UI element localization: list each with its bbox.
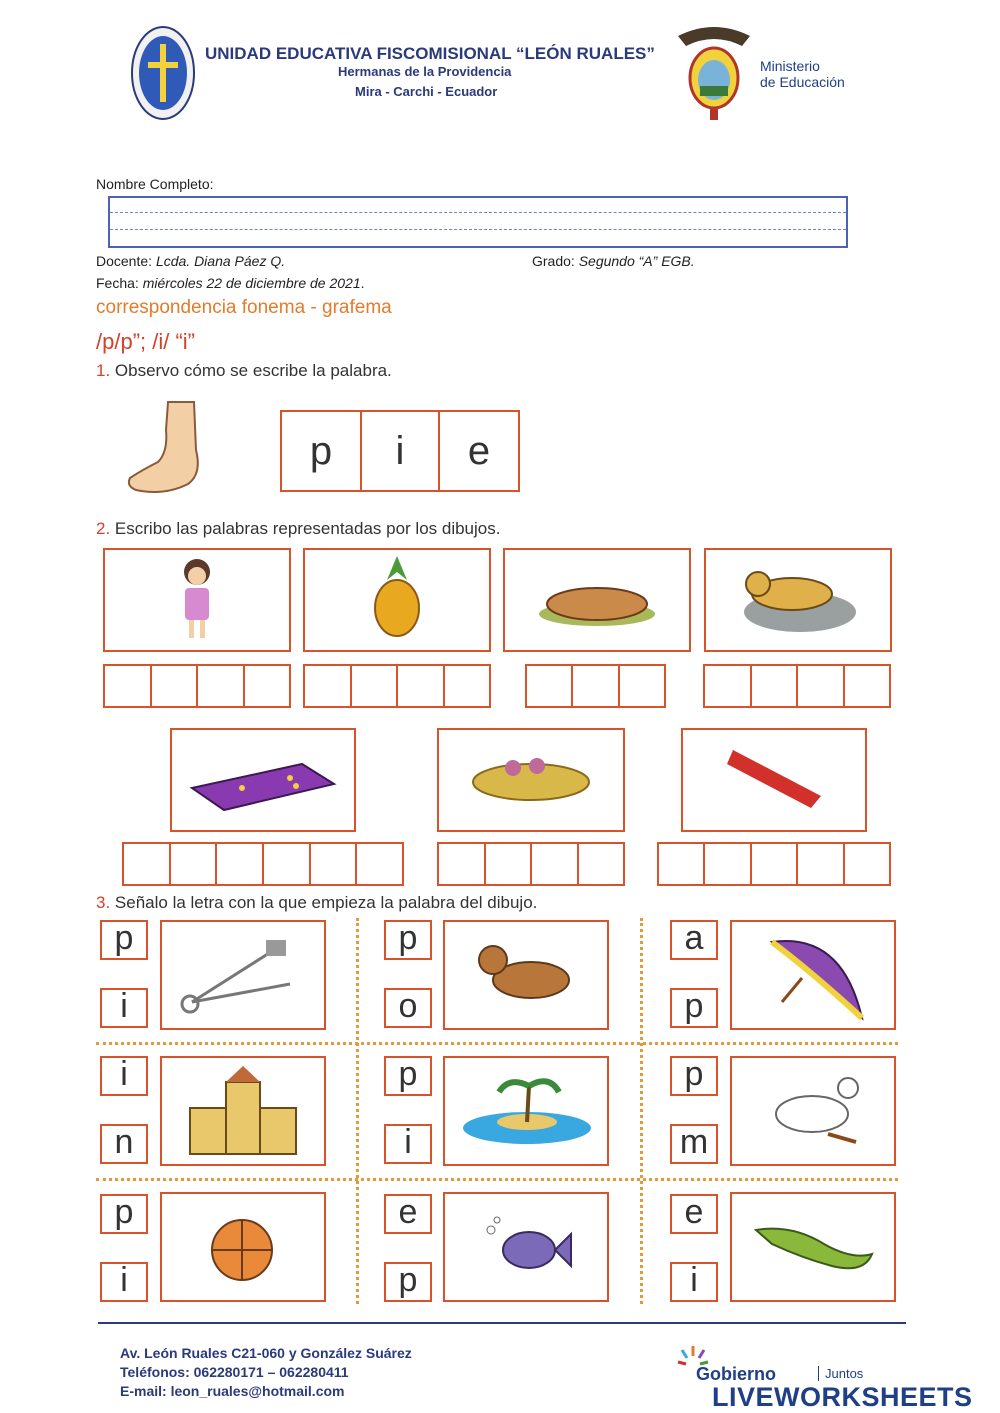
letter-cell[interactable] xyxy=(752,666,799,706)
picture-frame-dog xyxy=(443,920,609,1030)
footer-address: Av. León Ruales C21-060 y González Suárez xyxy=(120,1345,412,1361)
grade-label: Grado: xyxy=(532,253,575,269)
picture-frame-safety-pin xyxy=(160,920,326,1030)
letter-cell[interactable] xyxy=(171,844,218,884)
teacher-row xyxy=(96,253,285,269)
letter-cell[interactable] xyxy=(659,844,705,884)
comb-image xyxy=(683,730,865,830)
letter-cell[interactable] xyxy=(752,844,798,884)
letter-cell[interactable] xyxy=(445,666,490,706)
section-2-text: Escribo las palabras representadas por los dibujos. xyxy=(114,519,501,538)
section-3-text: Señalo la letra con la que empieza la palabra del dibujo. xyxy=(114,893,538,912)
letter-cell[interactable] xyxy=(198,666,245,706)
topic-title: correspondencia fonema - grafema xyxy=(96,297,392,318)
row-divider xyxy=(96,1178,898,1181)
iguana-image xyxy=(732,1194,894,1300)
section-3-number: 3. xyxy=(96,893,111,912)
ball-image xyxy=(162,1194,324,1300)
letter-cell[interactable] xyxy=(105,666,152,706)
umbrella-image xyxy=(732,922,894,1028)
letter-cell[interactable] xyxy=(352,666,399,706)
picture-frame-puma xyxy=(704,548,892,652)
letter-cells-bread xyxy=(525,664,666,708)
domino-image xyxy=(172,730,354,830)
letter-cell[interactable] xyxy=(311,844,358,884)
island-image xyxy=(445,1058,607,1164)
picture-frame-fish xyxy=(443,1192,609,1302)
date-value: miércoles 22 de diciembre de 2021 xyxy=(142,275,361,291)
ministry-line-1: Ministerio xyxy=(760,58,820,74)
name-writing-lines[interactable] xyxy=(108,196,848,248)
government-logo-text: Gobierno xyxy=(696,1364,776,1384)
letter-cell[interactable] xyxy=(845,666,890,706)
government-tagline: Juntos xyxy=(818,1366,863,1381)
letter-cell[interactable] xyxy=(845,844,889,884)
fish-image xyxy=(445,1194,607,1300)
letter-cell[interactable] xyxy=(705,844,751,884)
section-1-text: Observo cómo se escribe la palabra. xyxy=(114,361,392,380)
letter-cell[interactable] xyxy=(527,666,573,706)
school-crest-logo xyxy=(130,24,196,122)
ministry-line-2: de Educación xyxy=(760,74,845,90)
section-2-number: 2. xyxy=(96,519,111,538)
letter-option[interactable]: p xyxy=(384,920,432,960)
letter-cells-nest xyxy=(437,842,625,886)
letter-option[interactable]: p xyxy=(670,1056,718,1096)
date-label: Fecha: xyxy=(96,275,139,291)
picture-frame-ball xyxy=(160,1192,326,1302)
letter-option[interactable]: m xyxy=(670,1124,718,1164)
letter-cell[interactable] xyxy=(573,666,619,706)
section-1-number: 1. xyxy=(96,361,111,380)
picture-frame-church xyxy=(160,1056,326,1166)
picture-frame-pineapple xyxy=(303,548,491,652)
word-letter-box: i xyxy=(360,410,440,492)
nest-image xyxy=(439,730,623,830)
church-image xyxy=(162,1058,324,1164)
pineapple-image xyxy=(305,550,489,650)
letter-cell[interactable] xyxy=(357,844,402,884)
ministry-name xyxy=(760,58,845,90)
picture-frame-nest xyxy=(437,728,625,832)
topic-phonemes: /p/p”; /i/ “i” xyxy=(96,329,196,354)
word-letter-box: p xyxy=(280,410,362,492)
date-suffix: . xyxy=(360,275,365,291)
letter-cell[interactable] xyxy=(305,666,352,706)
letter-cell[interactable] xyxy=(152,666,199,706)
letter-option[interactable]: i xyxy=(100,988,148,1028)
congregation-name: Hermanas de la Providencia xyxy=(338,64,512,79)
letter-option[interactable]: i xyxy=(100,1056,148,1096)
grade-value: Segundo “A” EGB. xyxy=(578,253,695,269)
teacher-label: Docente: xyxy=(96,253,153,269)
safety-pin-image xyxy=(162,922,324,1028)
letter-cell[interactable] xyxy=(798,666,845,706)
letter-cells-puma xyxy=(703,664,891,708)
letter-option[interactable]: p xyxy=(670,988,718,1028)
letter-option[interactable]: p xyxy=(384,1262,432,1302)
picture-frame-comb xyxy=(681,728,867,832)
row-divider xyxy=(96,1042,898,1045)
letter-cell[interactable] xyxy=(264,844,311,884)
letter-cell[interactable] xyxy=(579,844,624,884)
picture-frame-dove xyxy=(730,1056,896,1166)
letter-cell[interactable] xyxy=(398,666,445,706)
writing-line xyxy=(110,229,846,230)
letter-cell[interactable] xyxy=(124,844,171,884)
footer-phones: Teléfonos: 062280171 – 062280411 xyxy=(120,1364,349,1380)
letter-option[interactable]: e xyxy=(384,1194,432,1234)
dog-image xyxy=(445,922,607,1028)
letter-option[interactable]: i xyxy=(100,1262,148,1302)
letter-cell[interactable] xyxy=(439,844,486,884)
school-location: Mira - Carchi - Ecuador xyxy=(355,84,498,99)
letter-option[interactable]: o xyxy=(384,988,432,1028)
letter-cell[interactable] xyxy=(217,844,264,884)
school-name: UNIDAD EDUCATIVA FISCOMISIONAL “LEÓN RUALES” xyxy=(205,44,655,63)
foot-image xyxy=(122,400,214,496)
letter-option[interactable]: n xyxy=(100,1124,148,1164)
teacher-value: Lcda. Diana Páez Q. xyxy=(155,253,286,269)
letter-cell[interactable] xyxy=(620,666,664,706)
picture-frame-umbrella xyxy=(730,920,896,1030)
picture-frame-domino xyxy=(170,728,356,832)
letter-cell[interactable] xyxy=(798,844,844,884)
footer-email: E-mail: leon_ruales@hotmail.com xyxy=(120,1383,345,1399)
name-label: Nombre Completo: xyxy=(96,176,214,192)
bread-image xyxy=(505,550,689,650)
section-1-instruction xyxy=(96,361,392,381)
footer-divider xyxy=(98,1322,906,1324)
letter-option[interactable]: p xyxy=(100,1194,148,1234)
grade-row xyxy=(532,253,695,269)
letter-cell[interactable] xyxy=(486,844,533,884)
letter-cells-comb xyxy=(657,842,891,886)
letter-option[interactable]: p xyxy=(384,1056,432,1096)
column-divider xyxy=(640,918,643,1304)
section-3-instruction xyxy=(96,893,537,913)
letter-cell[interactable] xyxy=(532,844,579,884)
letter-cells-pineapple xyxy=(303,664,491,708)
letter-cells-domino xyxy=(122,842,404,886)
puma-image xyxy=(706,550,890,650)
letter-option[interactable]: i xyxy=(384,1124,432,1164)
section-2-instruction xyxy=(96,519,500,539)
letter-cells-girl xyxy=(103,664,291,708)
liveworksheets-watermark: LIVEWORKSHEETS xyxy=(712,1382,973,1412)
letter-option[interactable]: p xyxy=(100,920,148,960)
letter-option[interactable]: a xyxy=(670,920,718,960)
girl-image xyxy=(105,550,289,650)
letter-option[interactable]: e xyxy=(670,1194,718,1234)
date-row xyxy=(96,275,365,291)
ecuador-coat-of-arms-logo xyxy=(672,22,756,122)
letter-cell[interactable] xyxy=(245,666,290,706)
column-divider xyxy=(356,918,359,1304)
letter-cell[interactable] xyxy=(705,666,752,706)
picture-frame-iguana xyxy=(730,1192,896,1302)
writing-line xyxy=(110,212,846,213)
dove-image xyxy=(732,1058,894,1164)
word-letter-box: e xyxy=(438,410,520,492)
picture-frame-island xyxy=(443,1056,609,1166)
picture-frame-girl xyxy=(103,548,291,652)
picture-frame-bread xyxy=(503,548,691,652)
letter-option[interactable]: i xyxy=(670,1262,718,1302)
